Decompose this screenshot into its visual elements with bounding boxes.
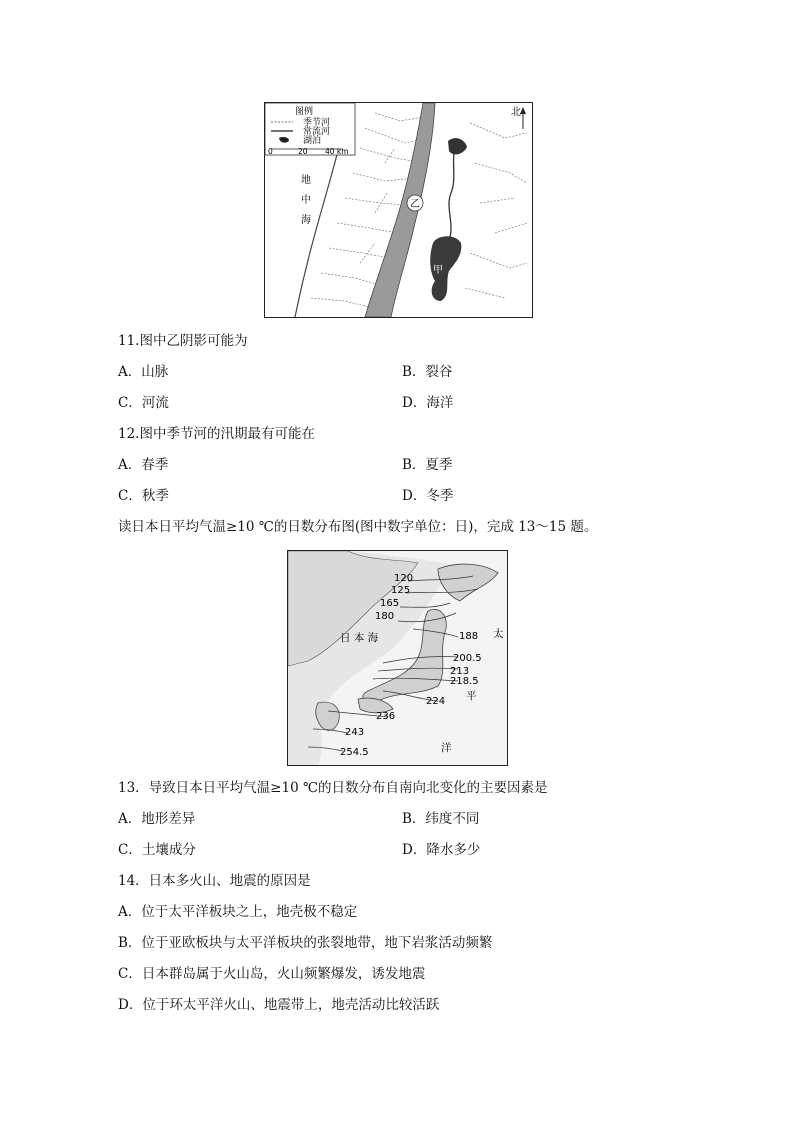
- label-yi: 乙: [410, 199, 420, 210]
- iso-180: 180: [375, 611, 395, 622]
- pacific-char-2: 平: [466, 690, 477, 702]
- q12-option-d: D．冬季: [402, 488, 454, 504]
- q12-option-c: C．秋季: [118, 488, 169, 504]
- q14-option-a: A．位于太平洋板块之上，地壳极不稳定: [118, 904, 358, 920]
- q11-option-b: B．裂谷: [402, 364, 453, 380]
- japan-temperature-map: [287, 550, 508, 766]
- iso-224: 224: [426, 696, 446, 707]
- q13-option-c: C．土壤成分: [118, 842, 196, 858]
- sea-char-2: 中: [301, 195, 311, 206]
- intro-text: 读日本日平均气温≥10 ℃的日数分布图(图中数字单位：日)，完成 13～15 题。: [118, 519, 598, 535]
- upper-lake: [448, 138, 467, 154]
- legend-perennial: 常流河: [303, 127, 331, 137]
- rift-band: [365, 103, 435, 317]
- pacific-char-3: 洋: [441, 742, 452, 754]
- sea-char-1: 地: [301, 175, 311, 186]
- scale-40: 40 km: [325, 147, 349, 156]
- q14-option-d: D．位于环太平洋火山、地震带上，地壳活动比较活跃: [118, 997, 440, 1013]
- label-jia: 甲: [433, 265, 443, 276]
- scale-20: 20: [298, 147, 308, 156]
- iso-218-5: 218.5: [450, 676, 479, 687]
- q14-stem: 14．日本多火山、地震的原因是: [118, 873, 311, 889]
- map2-figure: [288, 551, 507, 765]
- q14-option-b: B．位于亚欧板块与太平洋板块的张裂地带，地下岩浆活动频繁: [118, 935, 493, 951]
- sea-char-3: 海: [301, 215, 311, 226]
- legend-lake: 湖泊: [303, 136, 322, 146]
- q12-option-a: A．春季: [118, 457, 169, 473]
- iso-236: 236: [376, 711, 396, 722]
- q11-option-d: D．海洋: [402, 395, 454, 411]
- iso-243: 243: [345, 727, 365, 738]
- iso-125: 125: [391, 585, 411, 596]
- q12-option-b: B．夏季: [402, 457, 453, 473]
- legend-title: 图例: [295, 107, 314, 117]
- q13-stem: 13．导致日本日平均气温≥10 ℃的日数分布自南向北变化的主要因素是: [118, 780, 548, 796]
- map1-figure: [265, 103, 532, 317]
- q12-stem: 12.图中季节河的汛期最有可能在: [118, 426, 315, 442]
- kyushu: [316, 702, 340, 730]
- q11-stem: 11.图中乙阴影可能为: [118, 333, 248, 349]
- iso-188: 188: [459, 631, 479, 642]
- perennial-river: [449, 143, 455, 241]
- scale-0: 0: [268, 147, 273, 156]
- north-label: 北: [511, 107, 521, 118]
- iso-213: 213: [450, 666, 470, 677]
- dead-sea-rift-map: [264, 102, 533, 318]
- pacific-char-1: 太: [493, 628, 504, 640]
- iso-120: 120: [394, 573, 414, 584]
- q14-option-c: C．日本群岛属于火山岛，火山频繁爆发，诱发地震: [118, 966, 426, 982]
- iso-254-5: 254.5: [340, 747, 369, 758]
- q13-option-d: D．降水多少: [402, 842, 481, 858]
- iso-200-5: 200.5: [453, 653, 482, 664]
- q13-option-b: B．纬度不同: [402, 811, 480, 827]
- q13-option-a: A．地形差异: [118, 811, 196, 827]
- q11-option-a: A．山脉: [118, 364, 169, 380]
- q11-option-c: C．河流: [118, 395, 169, 411]
- sea-of-japan-label: 日 本 海: [340, 632, 379, 644]
- iso-165: 165: [380, 598, 400, 609]
- legend-seasonal: 季节河: [303, 118, 331, 128]
